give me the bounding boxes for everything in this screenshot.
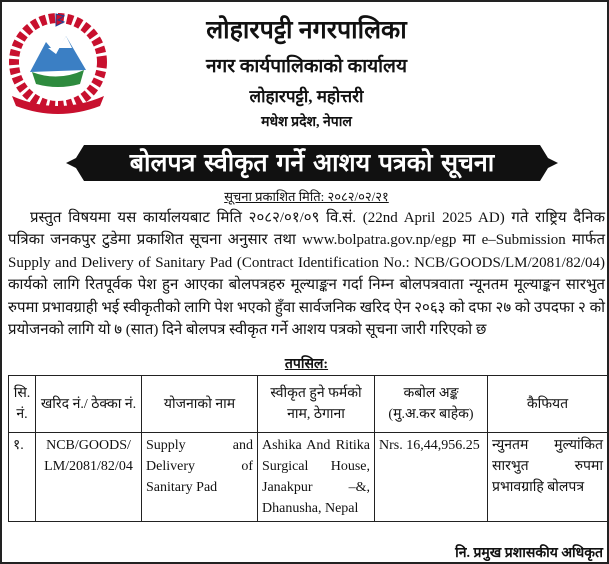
cell-procurement-no: NCB/GOODS/ LM/2081/82/04 [36, 433, 142, 522]
published-date-text: सूचना प्रकाशित मिति: २०८२/०२/२१ [224, 189, 389, 204]
table-row [9, 433, 608, 522]
notice-body: प्रस्तुत विषयमा यस कार्यालयबाट मिति २०८२/०१/०९ वि.सं. (22nd April 2025 AD) गते राष्ट्रिय दैनिक पत्रिका जनकपुर टुडेमा प्रकाशित सूचना अनुसार तथा www.bolpatra.gov.np/egp मा e–Submission मार्फत Supply and Delivery of Sanitary Pad (Contract Identification No.: NCB/GOODS/LM/2081/82/04) कार्यको लागि रितपूर्वक पेश हुन आएका बोलपत्रहरु मूल्याङ्कन गर्दा निम्न बोलपत्रवाता न्यूनतम मूल्याङ्कन सारभुत रुपमा प्रभावग्राही भई स्वीकृतीको लागि पेश भएको हुँवा सार्वजनिक खरिद ऐन २०६३ को दफा २७ को उपदफा २ को प्रयोजनको लागि यो ७ (सात) दिने बोलपत्र स्वीकृत गर्ने आशय पत्रको सूचना जारी गरिएको छ [8, 210, 605, 339]
cell-remarks: न्युनतम मुल्यांकित सारभुत रुपमा प्रभावग्राहि बोलपत्र [488, 433, 608, 522]
details-label: तपसिल: [284, 357, 329, 372]
col-header: कबोल अङ्क (मु.अ.कर बाहेक) [375, 376, 488, 433]
col-header: योजनाको नाम [142, 376, 258, 433]
province: मधेश प्रदेश, नेपाल [261, 115, 352, 130]
municipality-name: लोहारपट्टी नगरपालिका [206, 17, 407, 44]
cell-serial: १. [9, 433, 36, 522]
cell-firm: Ashika And Ritika Surgical House, Janakpur –&, Dhanusha, Nepal [258, 433, 375, 522]
col-header: स्वीकृत हुने फर्मको नाम, ठेगाना [258, 376, 375, 433]
office-location: लोहारपट्टी, महोत्तरी [249, 87, 364, 106]
cell-bid-amount: Nrs. 16,44,956.25 [375, 433, 488, 522]
published-date [2, 187, 609, 205]
cell-project-name: Supply and Delivery of Sanitary Pad [142, 433, 258, 522]
col-header: खरिद नं./ ठेक्का नं. [36, 376, 142, 433]
table-header-row [9, 376, 608, 433]
col-header: कैफियत [488, 376, 608, 433]
office-name: नगर कार्यपालिकाको कार्यालय [206, 56, 407, 77]
notice-title: बोलपत्र स्वीकृत गर्ने आशय पत्रको सूचना [129, 148, 495, 177]
col-header: सि. नं. [9, 376, 36, 433]
title-banner [66, 145, 558, 181]
details-table [8, 375, 608, 522]
signature-title: नि. प्रमुख प्रशासकीय अधिकृत [455, 546, 603, 561]
